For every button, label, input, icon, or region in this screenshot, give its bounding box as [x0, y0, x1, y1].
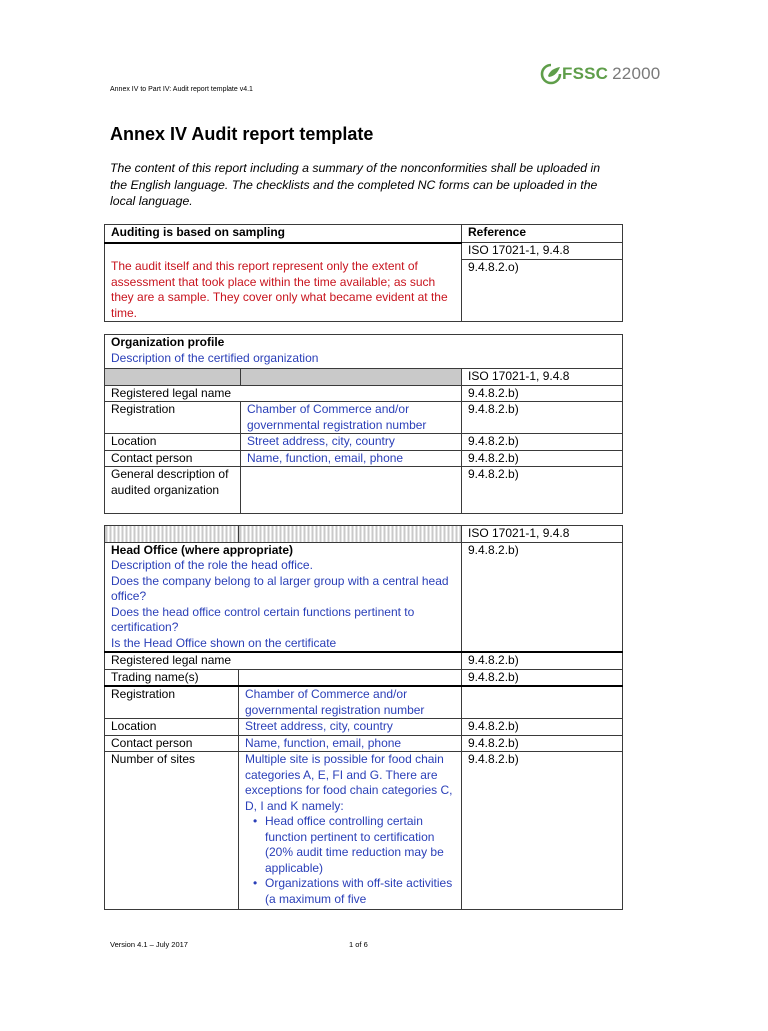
ho-location-value: Street address, city, country — [239, 719, 462, 736]
head-office-info-cell — [105, 542, 462, 652]
grey-cell — [105, 369, 241, 386]
ho-sites-bullets — [245, 814, 455, 907]
fssc-logo — [540, 63, 660, 85]
head-office-heading: Head Office (where appropriate) — [111, 542, 294, 557]
hatched-cell — [105, 526, 239, 543]
org-description-label: General description of audited organization — [105, 467, 241, 514]
ho-registration-ref — [462, 686, 623, 719]
org-legal-name-ref: 9.4.8.2.b) — [462, 385, 623, 402]
page-title: Annex IV Audit report template — [110, 124, 374, 144]
org-location-ref: 9.4.8.2.b) — [462, 434, 623, 451]
org-registration-value: Chamber of Commerce and/or governmental registration number — [241, 402, 462, 434]
ho-contact-value: Name, function, email, phone — [239, 735, 462, 752]
head-office-desc-2: Does the company belong to al larger group with a central head office? — [111, 573, 449, 603]
org-contact-value: Name, function, email, phone — [241, 450, 462, 467]
page-number: 1 of 6 — [349, 940, 368, 949]
ho-contact-label: Contact person — [105, 735, 239, 752]
org-registration-ref: 9.4.8.2.b) — [462, 402, 623, 434]
ho-legal-name-ref: 9.4.8.2.b) — [462, 652, 623, 669]
logo-leaf-icon — [540, 63, 562, 85]
head-office-heading-ref: 9.4.8.2.b) — [462, 542, 623, 652]
head-office-table — [104, 525, 623, 910]
org-subheading: Description of the certified organization — [111, 350, 319, 365]
org-location-value: Street address, city, country — [241, 434, 462, 451]
reference-heading: Reference — [462, 225, 623, 243]
org-heading-cell — [105, 335, 623, 369]
ho-sites-label: Number of sites — [105, 752, 239, 910]
ho-location-label: Location — [105, 719, 239, 736]
ho-location-ref: 9.4.8.2.b) — [462, 719, 623, 736]
head-office-ref-iso: ISO 17021-1, 9.4.8 — [462, 526, 623, 543]
ho-trading-ref: 9.4.8.2.b) — [462, 669, 623, 686]
ho-registration-label: Registration — [105, 686, 239, 719]
ho-sites-value — [239, 752, 462, 910]
logo-number: 22000 — [612, 64, 661, 83]
sampling-text: The audit itself and this report represent only the extent of assessment that took place within the time available; as such they are a sample. They cover only what became evident at the time. — [105, 259, 462, 322]
ho-trading-label: Trading name(s) — [105, 669, 239, 686]
sampling-table — [104, 224, 623, 322]
blank-cell — [105, 243, 462, 260]
head-office-desc-4: Is the Head Office shown on the certificate — [111, 635, 337, 650]
logo-wordmark: FSSC 22000 — [562, 64, 661, 83]
org-description-value — [241, 467, 462, 514]
hatched-cell — [239, 526, 462, 543]
head-office-desc-1: Description of the role the head office. — [111, 558, 313, 572]
org-contact-label: Contact person — [105, 450, 241, 467]
document-reference: Annex IV to Part IV: Audit report template v4.1 — [110, 86, 253, 93]
sampling-heading: Auditing is based on sampling — [105, 225, 462, 243]
org-location-label: Location — [105, 434, 241, 451]
list-item: • Organizations with off-site activities (a maximum of five — [265, 876, 455, 907]
org-ref-iso: ISO 17021-1, 9.4.8 — [462, 369, 623, 386]
org-registration-label: Registration — [105, 402, 241, 434]
ho-sites-text: Multiple site is possible for food chain categories A, E, FI and G. There are exceptions for food chain categories C, D, I and K namely: — [245, 752, 453, 813]
head-office-desc-3: Does the head office control certain functions pertinent to certification? — [111, 604, 415, 634]
org-description-ref: 9.4.8.2.b) — [462, 467, 623, 514]
sampling-ref-clause: 9.4.8.2.o) — [462, 259, 623, 322]
footer-version: Version 4.1 – July 2017 — [110, 940, 188, 949]
ho-registration-value: Chamber of Commerce and/or governmental registration number — [239, 686, 462, 719]
org-heading: Organization profile — [111, 335, 225, 349]
org-contact-ref: 9.4.8.2.b) — [462, 450, 623, 467]
grey-cell — [241, 369, 462, 386]
ho-sites-ref: 9.4.8.2.b) — [462, 752, 623, 910]
list-item: • Head office controlling certain function pertinent to certification (20% audit time reduction may be applicable) — [265, 814, 455, 876]
org-legal-name-label: Registered legal name — [105, 385, 462, 402]
ho-trading-value — [239, 669, 462, 686]
organization-profile-table — [104, 334, 623, 514]
ho-contact-ref: 9.4.8.2.b) — [462, 735, 623, 752]
ho-legal-name-label: Registered legal name — [105, 652, 462, 669]
sampling-ref-iso: ISO 17021-1, 9.4.8 — [462, 243, 623, 260]
intro-paragraph: The content of this report including a summary of the nonconformities shall be uploaded in the English language. The checklists and the completed NC forms can be uploaded in the local language. — [110, 161, 601, 208]
